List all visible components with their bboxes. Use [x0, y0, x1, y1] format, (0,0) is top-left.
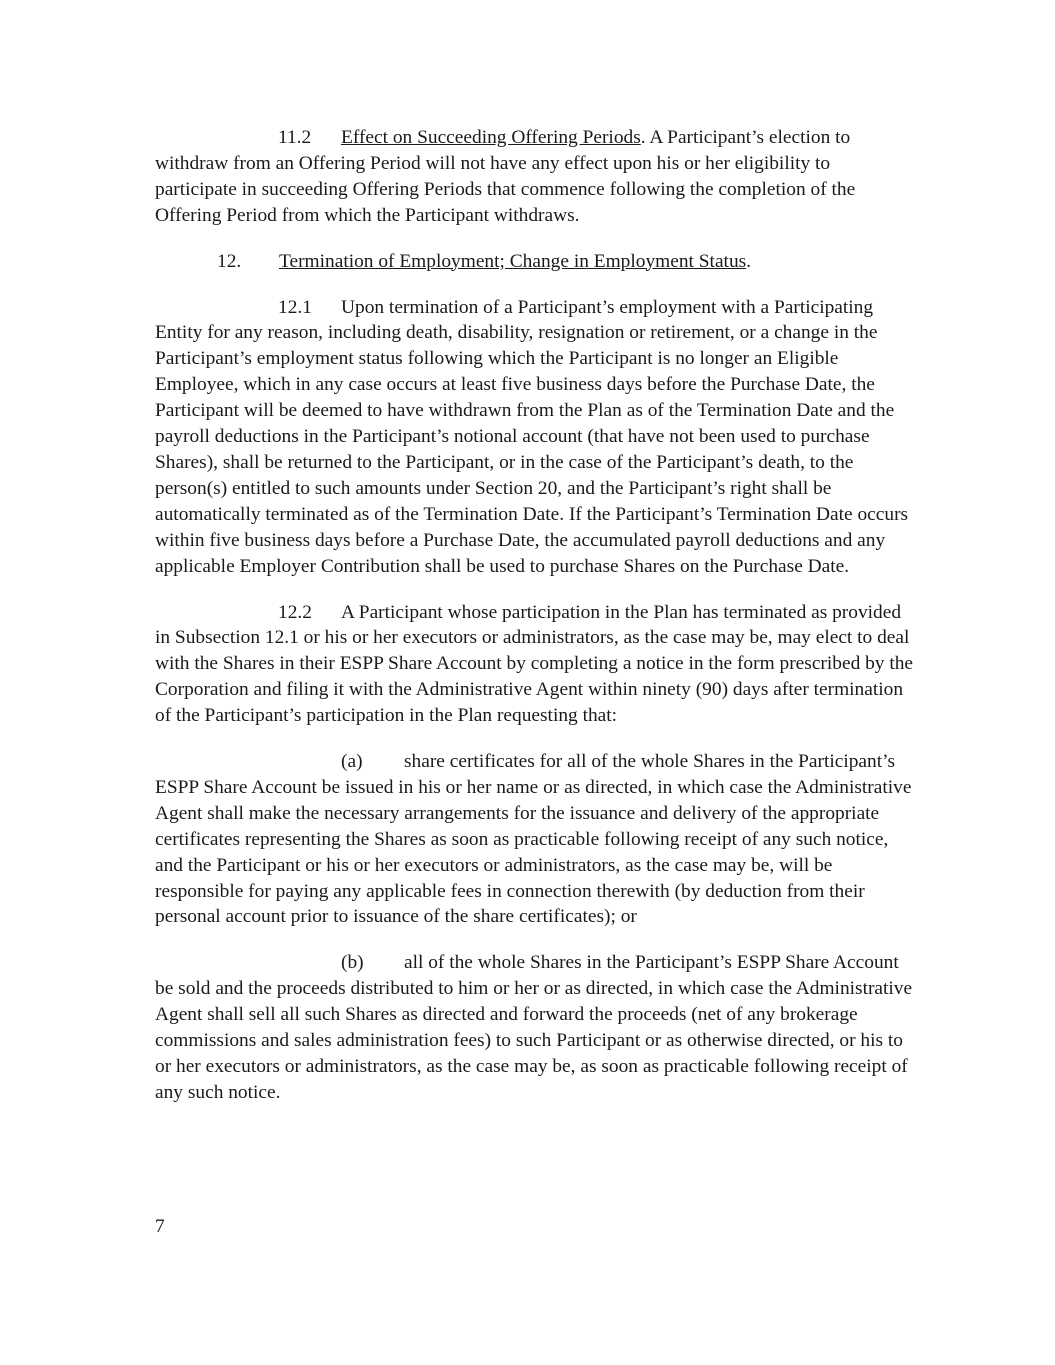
- clause-body: share certificates for all of the whole Shares in the Participant’s ESPP Share Account be issued in his or her name or as directed, in which case the Administrative Agent shall make the necessary arrangements for the issuance and delivery of the appropriate certificates representing the Shares as soon as practicable following receipt of any such notice, and the Participant or his or her executors or administrators, as the case may be, will be responsible for paying any applicable fees in connection therewith (by deduction from their personal account prior to issuance of the share certificates); or: [155, 751, 912, 928]
- section-12-2: [155, 600, 915, 730]
- clause-label: (a): [341, 751, 363, 773]
- clause-body: all of the whole Shares in the Participant’s ESPP Share Account be sold and the proceeds distributed to him or her or as directed, in which case the Administrative Agent shall sell all such Shares as directed and forward the proceeds (net of any brokerage commissions and sales administration fees) to such Participant or as otherwise directed, or his to or her executors or administrators, as the case may be, as soon as practicable following receipt of any such notice.: [155, 952, 913, 1103]
- clause-label: (b): [341, 952, 364, 974]
- section-number: 11.2: [278, 127, 312, 148]
- section-title: Termination of Employment; Change in Employment Status: [279, 250, 747, 272]
- section-number: 12.2: [278, 601, 312, 623]
- section-11-2: [155, 125, 915, 229]
- clause-b: [155, 950, 915, 1105]
- page-number: 7: [155, 1216, 165, 1237]
- section-title: Effect on Succeeding Offering Periods: [341, 127, 641, 148]
- section-number: 12.: [217, 250, 242, 272]
- section-body: Upon termination of a Participant’s employment with a Participating Entity for any reason, including death, disability, resignation or retirement, or a change in the Participant’s employment status following which the Participant is no longer an Eligible Employee, which in any case occurs at least five business days before the Purchase Date, the Participant will be deemed to have withdrawn from the Plan as of the Termination Date and the payroll deductions in the Participant’s notional account (that have not been used to purchase Shares), shall be returned to the Participant, or in the case of the Participant’s death, to the person(s) entitled to such amounts under Section 20, and the Participant’s right shall be automatically terminated as of the Termination Date. If the Participant’s Termination Date occurs within five business days before a Purchase Date, the accumulated payroll deductions and any applicable Employer Contribution shall be used to purchase Shares on the Purchase Date.: [155, 296, 909, 577]
- section-12-1: [155, 295, 915, 580]
- document-page: [155, 125, 915, 1126]
- section-body: . A Participant’s election to withdraw from an Offering Period will not have any effect upon his or her eligibility to participate in succeeding Offering Periods that commence following the completion of the Offering Period from which the Participant withdraws.: [155, 127, 856, 226]
- clause-a: [155, 749, 915, 930]
- section-body: A Participant whose participation in the Plan has terminated as provided in Subsection 12.1 or his or her executors or administrators, as the case may be, may elect to deal with the Shares in their ESPP Share Account by completing a notice in the form prescribed by the Corporation and filing it with the Administrative Agent within ninety (90) days after termination of the Participant’s participation in the Plan requesting that:: [155, 601, 914, 727]
- section-number: 12.1: [278, 296, 312, 318]
- section-12-heading: 12. Termination of Employment; Change in Employment Status.: [155, 249, 915, 275]
